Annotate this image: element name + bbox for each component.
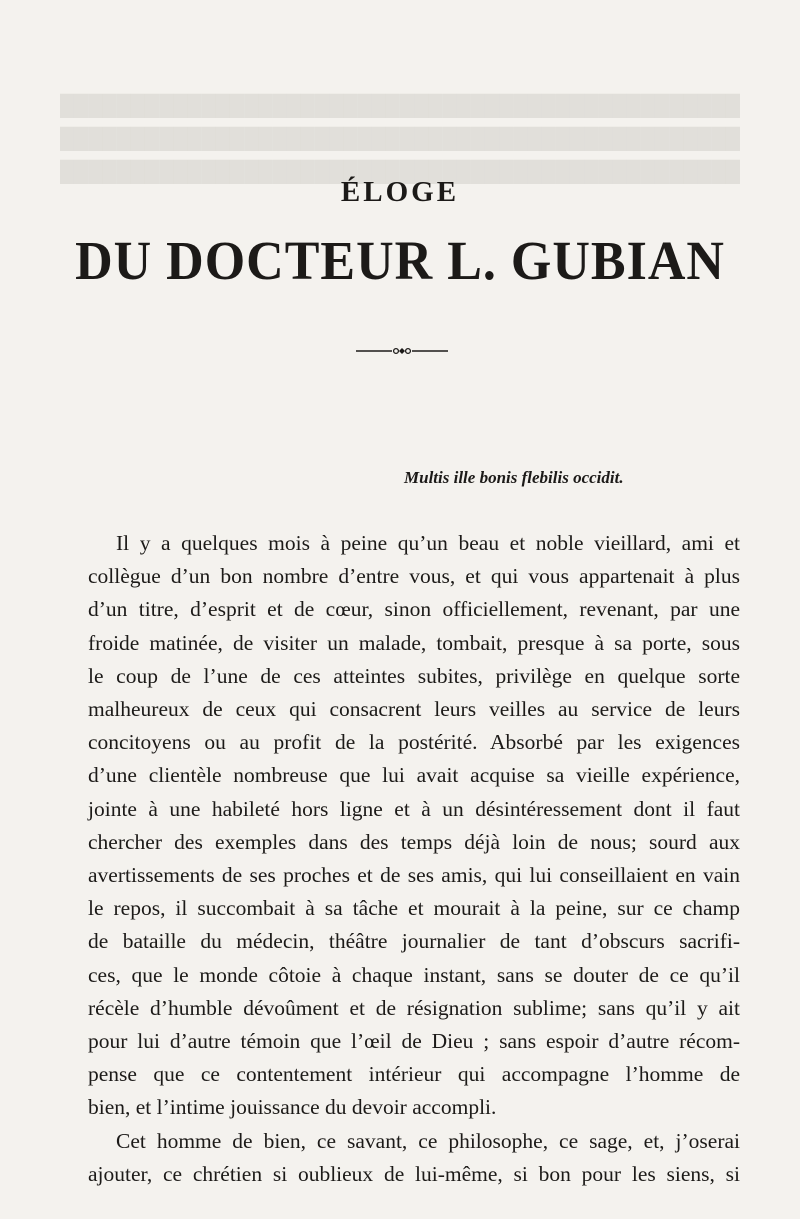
title-eloge: ÉLOGE <box>340 176 460 208</box>
text-line: avertissements de ses proches et de ses amis, qui lui conseillaient en vain <box>88 863 740 888</box>
text-line: froide matinée, de visiter un malade, tombait, presque à sa porte, sous <box>88 630 740 655</box>
text-line: de bataille du médecin, théâtre journalier de tant d’obscurs sacrifi- <box>88 929 740 954</box>
ornamental-divider <box>356 346 448 356</box>
text-line: bien, et l’intime jouissance du devoir accompli. <box>88 1095 497 1120</box>
paragraph-2 <box>88 1125 740 1191</box>
text-line: collègue d’un bon nombre d’entre vous, et qui vous appartenait à plus <box>88 564 740 589</box>
text-line: le coup de l’une de ces atteintes subites, privilège en quelque sorte <box>88 663 740 688</box>
text-line: Cet homme de bien, ce savant, ce philosophe, ce sage, et, j’oserai <box>116 1128 740 1153</box>
text-line: le repos, il succombait à sa tâche et mourait à la peine, sur ce champ <box>88 896 740 921</box>
text-line: jointe à une habileté hors ligne et à un désintéressement dont il faut <box>88 796 740 821</box>
text-line: récèle d’humble dévoûment et de résignation sublime; sans qu’il y ait <box>88 995 740 1020</box>
text-line: concitoyens ou au profit de la postérité. Absorbé par les exigences <box>88 730 740 755</box>
text-line: d’un titre, d’esprit et de cœur, sinon officiellement, revenant, par une <box>88 597 740 622</box>
text-line: ces, que le monde côtoie à chaque instant, sans se douter de ce qu’il <box>88 962 740 987</box>
body-text <box>88 527 740 1191</box>
text-line: pour lui d’autre témoin que l’œil de Dieu ; sans espoir d’autre récom- <box>88 1029 740 1054</box>
text-line: pense que ce contentement intérieur qui accompagne l’homme de <box>88 1062 740 1087</box>
text-line: d’une clientèle nombreuse que lui avait acquise sa vieille expérience, <box>88 763 740 788</box>
epigraph: Multis ille bonis flebilis occidit. <box>404 468 624 487</box>
text-line: Il y a quelques mois à peine qu’un beau et noble vieillard, ami et <box>116 531 740 555</box>
paragraph-1 <box>88 527 740 1125</box>
title-main: DU DOCTEUR L. GUBIAN <box>75 231 725 292</box>
text-line: ajouter, ce chrétien si oublieux de lui-même, si bon pour les siens, si <box>88 1161 740 1186</box>
show-through-text: ████████████████████████████████████████████████ ████████████████████████████████████████████████ ████████████████████████████████████████████████ <box>60 95 740 183</box>
text-line: chercher des exemples dans des temps déjà loin de nous; sourd aux <box>88 829 740 854</box>
text-line: malheureux de ceux qui consacrent leurs veilles au service de leurs <box>88 697 740 722</box>
